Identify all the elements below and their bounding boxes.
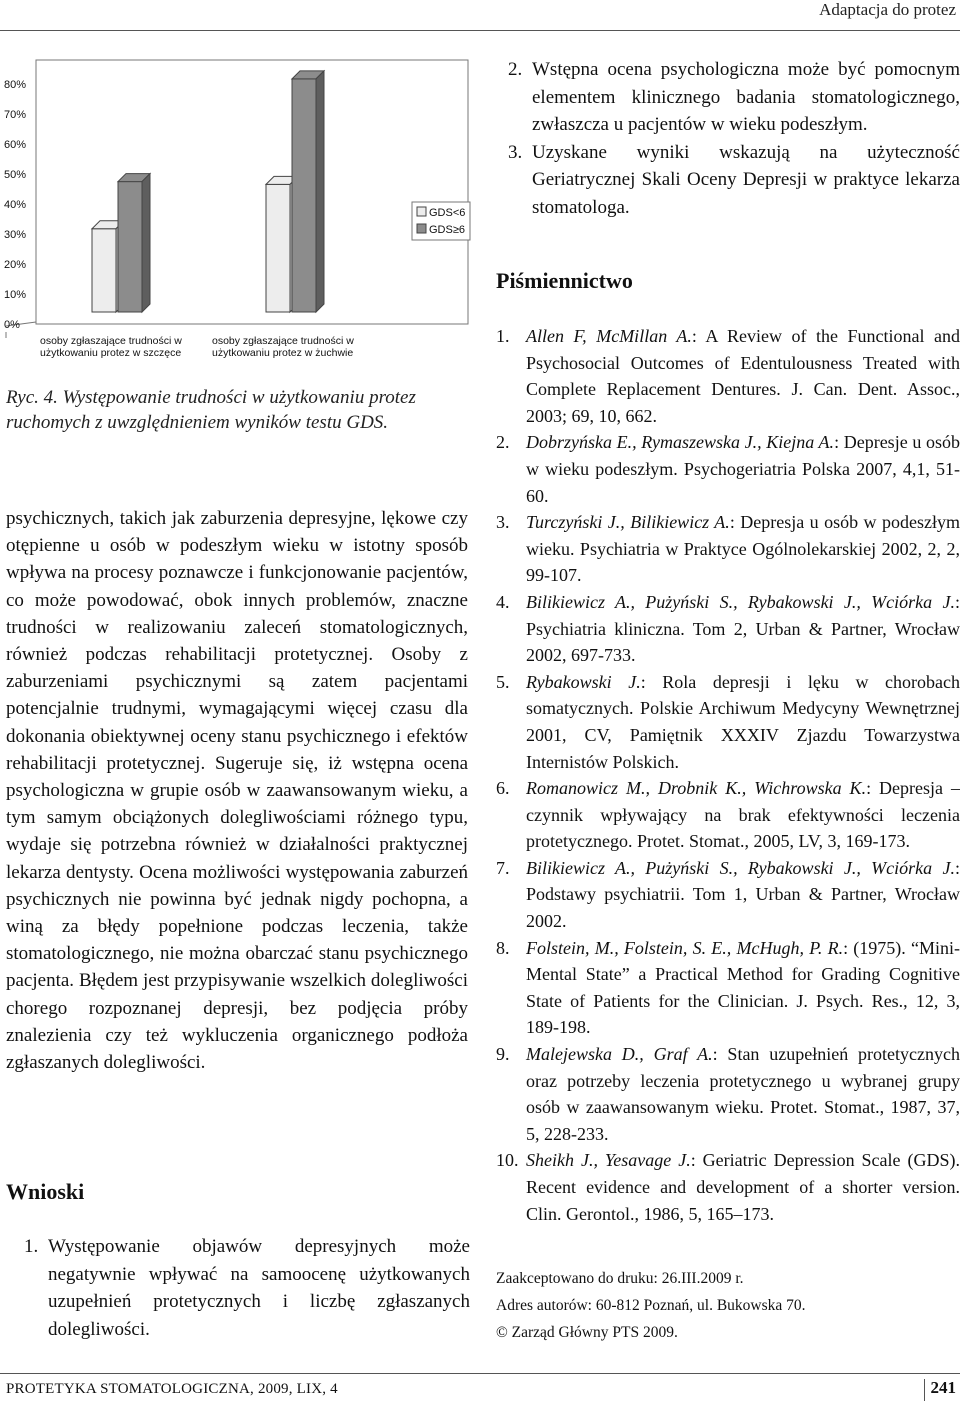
accepted-date: Zaakceptowano do druku: 26.III.2009 r. bbox=[496, 1270, 744, 1287]
reference-item bbox=[496, 669, 960, 775]
bar-side-face bbox=[142, 174, 150, 312]
reference-authors: Allen F, McMillan A. bbox=[526, 326, 692, 346]
bar-gds-ge6 bbox=[118, 182, 142, 312]
author-address: Adres autorów: 60-812 Poznań, ul. Bukowska 70. bbox=[496, 1297, 806, 1314]
conclusion-text: Uzyskane wyniki wskazują na użyteczność Geriatrycznej Skali Oceny Depresji w praktyce lekarza stomatologa. bbox=[532, 141, 960, 218]
header-rule bbox=[0, 30, 960, 31]
y-tick-label: 50% bbox=[4, 169, 27, 181]
footer-rule bbox=[0, 1373, 960, 1374]
figure-chart bbox=[0, 54, 480, 380]
reference-details: : Stan uzupełnień protetycznych oraz potrzeby leczenia protetycznego u wybranej grupy osób w zaawansowanym wieku. Protet. Stomat., 1987, 37, 5, 228-233. bbox=[526, 1044, 960, 1144]
conclusions-list-left bbox=[24, 1233, 470, 1343]
reference-details: : Depresja u osób w podeszłym wieku. Psychiatria w Praktyce Ogólnolekarskiej 2002, 2, 2, 99-107. bbox=[526, 512, 960, 586]
y-tick-label: 40% bbox=[4, 199, 27, 211]
reference-details: : Depresja – czynnik wpływający na brak efektywności leczenia protetycznego. Protet. Stomat., 2005, LV, 3, 169-173. bbox=[526, 778, 960, 852]
conclusion-text: Wstępna ocena psychologiczna może być pomocnym elementem klinicznego badania stomatologicznego, zwłaszcza u pacjentów w wieku podeszłym. bbox=[532, 59, 960, 136]
journal-footer: PROTETYKA STOMATOLOGICZNA, 2009, LIX, 4 bbox=[6, 1381, 338, 1397]
y-tick-label: 30% bbox=[4, 229, 27, 241]
reference-details: : A Review of the Functional and Psychosocial Outcomes of Edentulousness Treated with Complete Replacement Dentures. J. Can. Dent. Assoc., 2003; 69, 10, 662. bbox=[526, 326, 960, 426]
legend-swatch bbox=[417, 224, 426, 233]
legend-swatch bbox=[417, 207, 426, 216]
reference-number: 2. bbox=[496, 432, 510, 453]
bar-side-face bbox=[316, 71, 324, 312]
article-notes bbox=[496, 1265, 960, 1346]
conclusion-item-3 bbox=[508, 139, 960, 222]
conclusions-heading: Wnioski bbox=[6, 1179, 85, 1204]
reference-item bbox=[496, 1041, 960, 1147]
reference-number: 4. bbox=[496, 591, 510, 612]
reference-details: : Podstawy psychiatrii. Tom 1, Urban & Partner, Wrocław 2002. bbox=[526, 857, 960, 932]
reference-item bbox=[496, 589, 960, 669]
reference-number: 6. bbox=[496, 778, 510, 799]
running-head: Adaptacja do protez bbox=[819, 0, 956, 19]
reference-item bbox=[496, 775, 960, 855]
reference-number: 3. bbox=[496, 512, 510, 533]
bar-gds-lt6 bbox=[266, 184, 290, 312]
page-number: 241 bbox=[930, 1378, 956, 1397]
conclusion-text: Występowanie objawów depresyjnych może negatywnie wpływać na samoocenę użytkowanych uzupełnień protetycznych i liczbę zgłaszanych dolegliwości. bbox=[48, 1236, 470, 1340]
legend-label: GDS<6 bbox=[429, 207, 466, 219]
y-tick-label: 80% bbox=[4, 79, 27, 91]
reference-item bbox=[496, 1147, 960, 1227]
reference-item bbox=[496, 509, 960, 589]
reference-authors: Rybakowski J. bbox=[526, 671, 641, 692]
reference-authors: Folstein, M., Folstein, S. E., McHugh, P. R. bbox=[526, 937, 844, 958]
category-label: użytkowaniu protez w żuchwie bbox=[212, 347, 354, 359]
reference-item bbox=[496, 935, 960, 1041]
reference-number: 5. bbox=[496, 671, 510, 692]
reference-item bbox=[496, 323, 960, 429]
reference-number: 7. bbox=[496, 857, 510, 878]
reference-number: 10. bbox=[496, 1150, 519, 1171]
reference-item bbox=[496, 429, 960, 509]
conclusion-item-1 bbox=[24, 1233, 470, 1343]
category-label: użytkowaniu protez w szczęce bbox=[40, 347, 182, 359]
y-tick-label: 10% bbox=[4, 289, 27, 301]
reference-details: : (1975). “Mini-Mental State” a Practical Method for Grading Cognitive State of Patients for the Clinician. J. Psych. Res., 12, 3, 189-198. bbox=[526, 937, 960, 1038]
category-label: osoby zgłaszające trudności w bbox=[212, 335, 354, 347]
reference-authors: Dobrzyńska E., Rymaszewska J., Kiejna A. bbox=[526, 432, 835, 453]
references-list bbox=[496, 323, 960, 1227]
references-heading: Piśmiennictwo bbox=[496, 268, 633, 293]
bar-chart bbox=[0, 54, 480, 380]
conclusion-item-2 bbox=[508, 56, 960, 139]
reference-item bbox=[496, 855, 960, 935]
reference-authors: Sheikh J., Yesavage J. bbox=[526, 1150, 691, 1171]
figure-caption: Ryc. 4. Występowanie trudności w użytkowaniu protez ruchomych z uwzględnieniem wyników testu GDS. bbox=[6, 387, 416, 433]
y-tick-label: 60% bbox=[4, 139, 27, 151]
body-paragraph: psychicznych, takich jak zaburzenia depresyjne, lękowe czy otępienne u osób w podeszłym wieku w istotny sposób wpływa na procesy poznawcze i funkcjonowanie pacjentów, co może powodować, obok innych problemów, znaczne trudności w realizowaniu zaleceń stomatologicznych, również podczas rehabilitacji protetycznej. Osoby z zaburzeniami psychicznymi są zatem pacjentami potencjalnie trudnymi, wymagającymi więcej czasu dla dokonania obiektywnej oceny stanu psychicznego i efektów rehabilitacji protetycznej. Sugeruje się, iż wstępna ocena psychologiczna w grupie osób w zaawansowanym wieku, a tym samym obciążonych dolegliwościami różnego typu, wydaje się potrzebna również w działalności praktycznej lekarza dentysty. Ocena możliwości występowania zaburzeń psychicznych nie powinna być jednak nigdy pochopna, a winą za błędy popełnione podczas leczenia, także stomatologicznego, nie można obarczać stanu psychicznego pacjenta. Błędem jest przypisywanie wszelkich dolegliwości chorego rozpoznanej depresji, bez podjęcia próby znalezienia czy też wykluczenia organicznego podłoża zgłaszanych dolegliwości. bbox=[6, 508, 468, 1074]
y-tick-label: 0% bbox=[4, 319, 20, 331]
reference-details: : Geriatric Depression Scale (GDS). Recent evidence and development of a shorter version. Clin. Gerontol., 1986, 5, 165–173. bbox=[526, 1150, 960, 1224]
reference-authors: Bilikiewicz A., Pużyński S., Rybakowski J., Wciórka J. bbox=[526, 857, 955, 878]
conclusion-number: 3. bbox=[508, 141, 523, 163]
reference-authors: Bilikiewicz A., Pużyński S., Rybakowski J., Wciórka J. bbox=[526, 591, 955, 612]
reference-number: 8. bbox=[496, 937, 510, 958]
bar-gds-ge6 bbox=[292, 79, 316, 312]
legend-label: GDS≥6 bbox=[429, 224, 465, 236]
body-text-column bbox=[6, 505, 468, 1076]
reference-authors: Turczyński J., Bilikiewicz A. bbox=[526, 512, 730, 533]
bar-gds-lt6 bbox=[92, 229, 116, 312]
category-label: osoby zgłaszające trudności w bbox=[40, 335, 182, 347]
conclusions-list-right bbox=[508, 56, 960, 222]
y-tick-label: 20% bbox=[4, 259, 27, 271]
reference-number: 9. bbox=[496, 1044, 510, 1065]
copyright-note: © Zarząd Główny PTS 2009. bbox=[496, 1324, 678, 1341]
reference-details: : Psychiatria kliniczna. Tom 2, Urban & Partner, Wrocław 2002, 697-733. bbox=[526, 591, 960, 666]
conclusion-number: 1. bbox=[24, 1236, 39, 1257]
reference-number: 1. bbox=[496, 326, 510, 346]
y-tick-label: 70% bbox=[4, 109, 27, 121]
reference-authors: Romanowicz M., Drobnik K., Wichrowska K. bbox=[526, 778, 867, 799]
reference-authors: Malejewska D., Graf A. bbox=[526, 1044, 713, 1065]
conclusion-number: 2. bbox=[508, 59, 523, 80]
reference-details: : Rola depresji i lęku w chorobach somatycznych. Polskie Archiwum Medycyny Wewnętrznej 2001, CV, Pamiętnik XXXIV Zjazdu Towarzystwa Internistów Polskich. bbox=[526, 671, 960, 772]
footer-separator bbox=[924, 1379, 925, 1401]
reference-details: : Depresje u osób w wieku podeszłym. Psychogeriatria Polska 2007, 4,1, 51-60. bbox=[526, 432, 960, 506]
